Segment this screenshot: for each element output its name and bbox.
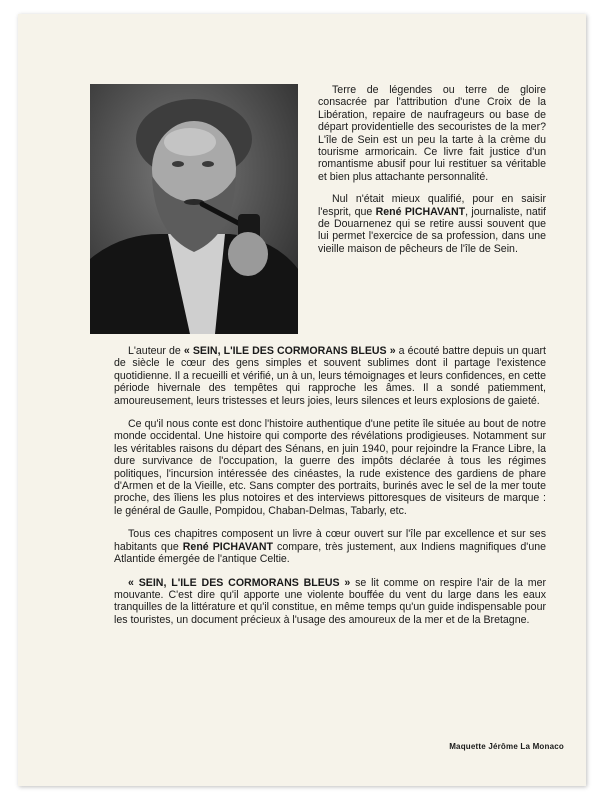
main-paragraph-1 [114, 345, 546, 407]
intro-p2-text-end: , journaliste, natif de Douarnenez qui se retire aussi souvent que lui permet l'exercice de sa profession, dans une vieille maison de pêcheurs de l'île de Sein. [318, 205, 546, 255]
portrait-illustration [90, 84, 298, 334]
main-p3-text: Tous ces chapitres composent un livre à cœur ouvert sur l'île par excellence et sur ses habitants que [114, 528, 546, 553]
main-text-block [114, 345, 546, 637]
intro-text-column [318, 84, 546, 265]
book-title: « SEIN, L'ILE DES CORMORANS BLEUS » [183, 345, 396, 357]
design-credit: Maquette Jérôme La Monaco [449, 742, 564, 751]
main-paragraph-4 [114, 577, 546, 627]
intro-paragraph-2 [318, 193, 546, 255]
intro-paragraph-1: Terre de légendes ou terre de gloire consacrée par l'attribution d'une Croix de la Libération, repaire de naufrageurs ou base de départ providentielle des secouristes de la mer? L'île de Sein est un peu la tarte à la crème du tourisme armoricain. Ce livre fait justice d'un romantisme abusif pour lui restituer sa véritable et bien plus attachante personnalité. [318, 84, 546, 183]
intro-p2-text: Nul n'était mieux qualifié, pour en saisir l'esprit, que [318, 193, 546, 218]
back-cover-page [18, 14, 586, 786]
author-name: René PICHAVANT [375, 205, 466, 218]
main-p3-text-end: compare, très justement, aux Indiens magnifiques d'une Atlantide émergée de l'antique Celtie. [114, 540, 546, 566]
main-p1-text-end: a écouté battre depuis un quart de siècle le cœur des gens simples et souvent sublimes dont il partage l'existence quotidienne. Il a recueilli et vérifié, un à un, leurs témoignages et leurs confidences, en cette période hivernale des tempêtes qui rapproche les âmes. Il a sondé patiemment, amoureusement, leurs tristesses et leurs joies, leurs silences et leurs explosions de gaieté. [114, 345, 546, 407]
main-paragraph-3 [114, 528, 546, 565]
book-title: « SEIN, L'ILE DES CORMORANS BLEUS » [128, 576, 351, 589]
author-name: René PICHAVANT [182, 540, 273, 553]
main-p4-text-end: se lit comme on respire l'air de la mer mouvante. C'est dire qu'il apporte une violente bouffée du vent du large dans les eaux tranquilles de la littérature et qu'il constitue, en même temps qu'un guide indispensable pour les touristes, un document précieux à l'usage des amoureux de la mer et de la Bretagne. [114, 576, 546, 626]
main-p1-text: L'auteur de [128, 345, 184, 357]
main-paragraph-2: Ce qu'il nous conte est donc l'histoire authentique d'une petite île située au bout de notre monde occidental. Une histoire qui comporte des révélations prodigieuses. Notamment sur les véritables raisons du départ des Sénans, en juin 1940, pour rejoindre la France Libre, la dure survivance de l'occupation, la guerre des impôts déclarée à tous les régimes politiques, l'incursion intéressée des cinéastes, la rude existence des gardiens de phare d'Armen et de la Vieille, etc. Sans compter des portraits, burinés avec le sel de la mer toute proche, des îliens les plus notoires et des interviews pittoresques de visiteurs de marque : le général de Gaulle, Pompidou, Chaban-Delmas, Tabarly, etc. [114, 418, 546, 517]
author-portrait-photo [90, 84, 298, 334]
